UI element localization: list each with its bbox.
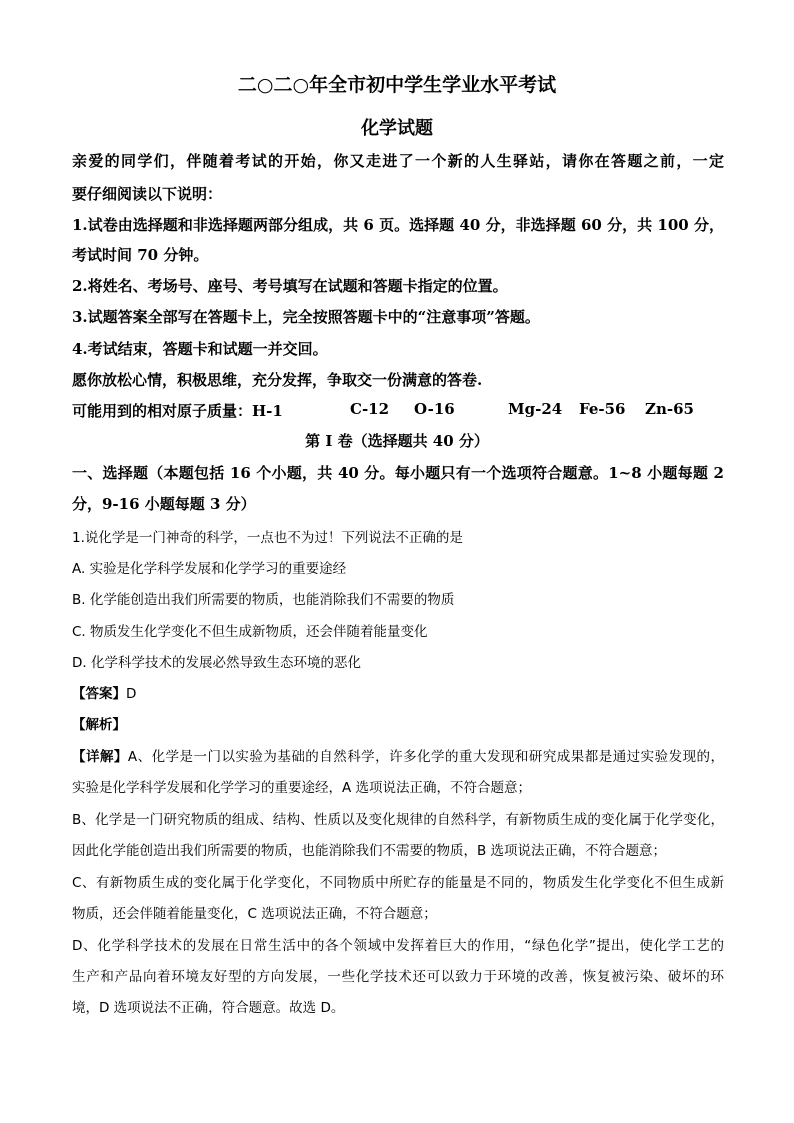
detail-line: 生产和产品向着环境友好型的方向发展，一些化学技术还可以致力于环境的改善，恢复被污染、破坏的环 bbox=[72, 969, 724, 985]
section-title: 第 I 卷（选择题共 40 分） bbox=[305, 432, 489, 450]
detail-line: C、有新物质生成的变化属于化学变化，不同物质中所贮存的能量是不同的，物质发生化学变化不但生成新 bbox=[72, 875, 724, 891]
question-stem: 1.说化学是一门神奇的科学，一点也不为过！下列说法不正确的是 bbox=[72, 530, 463, 546]
detail-line: 因此化学能创造出我们所需要的物质，也能消除我们不需要的物质，B 选项说法正确，不符合题意； bbox=[72, 843, 667, 859]
analysis-label-text: 【解析】 bbox=[72, 717, 126, 733]
section-instruction-b: 分，9-16 小题每题 3 分） bbox=[72, 495, 256, 513]
detail-line: 物质，还会伴随着能量变化，C 选项说法正确，不符合题意； bbox=[72, 906, 437, 922]
intro-line-2: 要仔细阅读以下说明： bbox=[72, 185, 223, 203]
atomic-mass-item: Zn-65 bbox=[645, 400, 694, 418]
option-a: A. 实验是化学科学发展和化学学习的重要途经 bbox=[72, 561, 347, 577]
exam-subtitle: 化学试题 bbox=[361, 118, 433, 139]
answer-label: 【答案】 bbox=[72, 686, 126, 702]
atomic-mass-row bbox=[72, 400, 724, 421]
exam-title: 二○二○年全市初中学生学业水平考试 bbox=[237, 74, 557, 96]
instruction-1a: 1.试卷由选择题和非选择题两部分组成，共 6 页。选择题 40 分，非选择题 60 分，共 100 分， bbox=[72, 216, 724, 234]
wish-line: 愿你放松心情，积极思维，充分发挥，争取交一份满意的答卷. bbox=[72, 371, 483, 389]
detail-line: 境，D 选项说法不正确，符合题意。故选 D。 bbox=[72, 1000, 345, 1016]
detail-label: 【详解】 bbox=[72, 749, 128, 765]
detail-text: A、化学是一门以实验为基础的自然科学，许多化学的重大发现和研究成果都是通过实验发现的， bbox=[127, 749, 725, 765]
answer-value: D bbox=[126, 686, 137, 702]
atomic-mass-item: Mg-24 bbox=[508, 400, 563, 418]
detail-line: B、化学是一门研究物质的组成、结构、性质以及变化规律的自然科学，有新物质生成的变化属于化学变化， bbox=[72, 812, 724, 828]
option-c: C. 物质发生化学变化不但生成新物质，还会伴随着能量变化 bbox=[72, 624, 428, 640]
instruction-3: 3.试题答案全部写在答题卡上，完全按照答题卡中的“注意事项”答题。 bbox=[72, 308, 540, 326]
option-d: D. 化学科学技术的发展必然导致生态环境的恶化 bbox=[72, 655, 361, 671]
answer-row bbox=[72, 682, 724, 702]
intro-line-1: 亲爱的同学们，伴随着考试的开始，你又走进了一个新的人生驿站，请你在答题之前，一定 bbox=[72, 152, 724, 170]
section-instruction-a: 一、选择题（本题包括 16 个小题，共 40 分。每小题只有一个选项符合题意。1~8 小题每题 2 bbox=[72, 464, 724, 482]
analysis-label bbox=[72, 713, 724, 733]
option-b: B. 化学能创造出我们所需要的物质，也能消除我们不需要的物质 bbox=[72, 592, 455, 608]
atomic-mass-item: C-12 bbox=[350, 400, 390, 418]
instruction-1b: 考试时间 70 分钟。 bbox=[72, 246, 209, 264]
detail-line: D、化学科学技术的发展在日常生活中的各个领域中发挥着巨大的作用，“绿色化学”提出，使化学工艺的 bbox=[72, 938, 724, 954]
detail-line bbox=[72, 745, 724, 765]
instruction-2: 2.将姓名、考场号、座号、考号填写在试题和答题卡指定的位置。 bbox=[72, 277, 508, 295]
atomic-mass-item: O-16 bbox=[414, 400, 455, 418]
atomic-mass-label: 可能用到的相对原子质量：H-1 bbox=[72, 402, 283, 420]
atomic-mass-item: Fe-56 bbox=[579, 400, 626, 418]
detail-line: 实验是化学科学发展和化学学习的重要途经，A 选项说法正确，不符合题意； bbox=[72, 780, 532, 796]
instruction-4: 4.考试结束，答题卡和试题一并交回。 bbox=[72, 340, 328, 358]
